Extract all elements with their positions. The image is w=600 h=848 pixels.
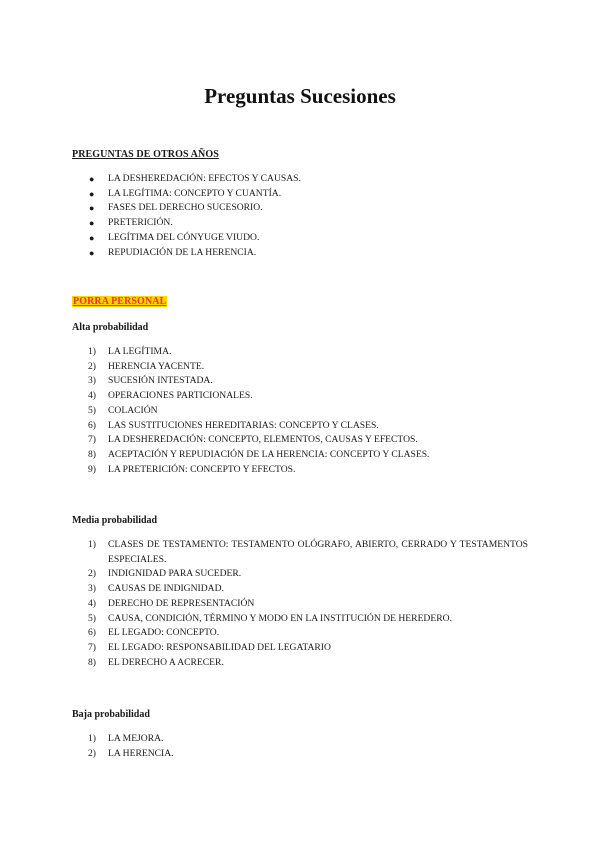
- list-item: 7) LA DESHEREDACIÓN: CONCEPTO, ELEMENTOS, CAUSAS Y EFECTOS.: [88, 433, 528, 448]
- bullet-marker: ●: [89, 232, 95, 243]
- number-marker: 1): [88, 346, 96, 357]
- number-marker: 2): [88, 568, 96, 580]
- bullet-marker: ●: [89, 188, 95, 199]
- number-marker: 9): [88, 463, 96, 475]
- list-item: 2) LA HERENCIA.: [88, 747, 528, 762]
- list-item: 7) EL LEGADO: RESPONSABILIDAD DEL LEGATARIO: [88, 641, 528, 656]
- list-item: 8) EL DERECHO A ACRECER.: [88, 656, 528, 671]
- number-marker: 2): [88, 360, 96, 372]
- list-item: 6) EL LEGADO: CONCEPTO.: [88, 626, 528, 641]
- list-item: ● LA LEGÍTIMA: CONCEPTO Y CUANTÍA.: [88, 187, 528, 202]
- list-item: ● LA DESHEREDACIÓN: EFECTOS Y CAUSAS.: [88, 172, 528, 187]
- number-marker: 6): [88, 419, 96, 431]
- list-item: 8) ACEPTACIÓN Y REPUDIACIÓN DE LA HERENCIA: CONCEPTO Y CLASES.: [88, 448, 528, 463]
- number-marker: 2): [88, 747, 96, 759]
- list-item: 2) INDIGNIDAD PARA SUCEDER.: [88, 567, 528, 582]
- bullet-marker: ●: [89, 247, 95, 258]
- list-item: 1) LA MEJORA.: [88, 732, 528, 747]
- otros-anos-list: [88, 172, 528, 260]
- page-title: Preguntas Sucesiones: [204, 84, 396, 108]
- number-marker: 8): [88, 656, 96, 668]
- number-marker: 1): [88, 733, 96, 744]
- list-item: ● PRETERICIÓN.: [88, 216, 528, 231]
- list-item: 6) LAS SUSTITUCIONES HEREDITARIAS: CONCEPTO Y CLASES.: [88, 419, 528, 434]
- number-marker: 1): [88, 539, 96, 550]
- media-probabilidad-list: [88, 538, 528, 670]
- subheading-media-probabilidad: Media probabilidad: [72, 515, 158, 526]
- number-marker: 5): [88, 404, 96, 416]
- subheading-baja-probabilidad: Baja probabilidad: [72, 709, 150, 720]
- number-marker: 7): [88, 641, 96, 653]
- number-marker: 5): [88, 612, 96, 624]
- number-marker: 4): [88, 597, 96, 609]
- section-heading-porra-personal: PORRA PERSONAL: [73, 296, 167, 307]
- bullet-marker: ●: [89, 218, 95, 229]
- number-marker: 3): [88, 583, 96, 595]
- bullet-marker: ●: [89, 203, 95, 214]
- list-item: 4) OPERACIONES PARTICIONALES.: [88, 389, 528, 404]
- number-marker: 8): [88, 448, 96, 460]
- bullet-marker: ●: [89, 174, 95, 184]
- list-item: ● REPUDIACIÓN DE LA HERENCIA.: [88, 246, 528, 261]
- list-item: 2) HERENCIA YACENTE.: [88, 360, 528, 375]
- list-item: 4) DERECHO DE REPRESENTACIÓN: [88, 597, 528, 612]
- list-item: ● LEGÍTIMA DEL CÓNYUGE VIUDO.: [88, 231, 528, 246]
- section-heading-otros-anos: PREGUNTAS DE OTROS AÑOS: [72, 149, 219, 160]
- alta-probabilidad-list: [88, 345, 528, 477]
- list-item: 9) LA PRETERICIÓN: CONCEPTO Y EFECTOS.: [88, 463, 528, 478]
- subheading-alta-probabilidad: Alta probabilidad: [72, 322, 149, 333]
- number-marker: 6): [88, 627, 96, 639]
- list-item: 1) LA LEGÍTIMA.: [88, 345, 528, 360]
- list-item: 5) CAUSA, CONDICIÓN, TÉRMINO Y MODO EN LA INSTITUCIÓN DE HEREDERO.: [88, 612, 528, 627]
- list-item: 3) SUCESIÓN INTESTADA.: [88, 374, 528, 389]
- list-item: 3) CAUSAS DE INDIGNIDAD.: [88, 582, 528, 597]
- number-marker: 3): [88, 375, 96, 387]
- baja-probabilidad-list: [88, 732, 528, 761]
- number-marker: 4): [88, 390, 96, 402]
- list-item: ● FASES DEL DERECHO SUCESORIO.: [88, 201, 528, 216]
- list-item: 1) CLASES DE TESTAMENTO: TESTAMENTO OLÓGRAFO, ABIERTO, CERRADO Y TESTAMENTOS ESPECIALES.: [88, 539, 528, 565]
- list-item: 5) COLACIÓN: [88, 404, 528, 419]
- number-marker: 7): [88, 434, 96, 446]
